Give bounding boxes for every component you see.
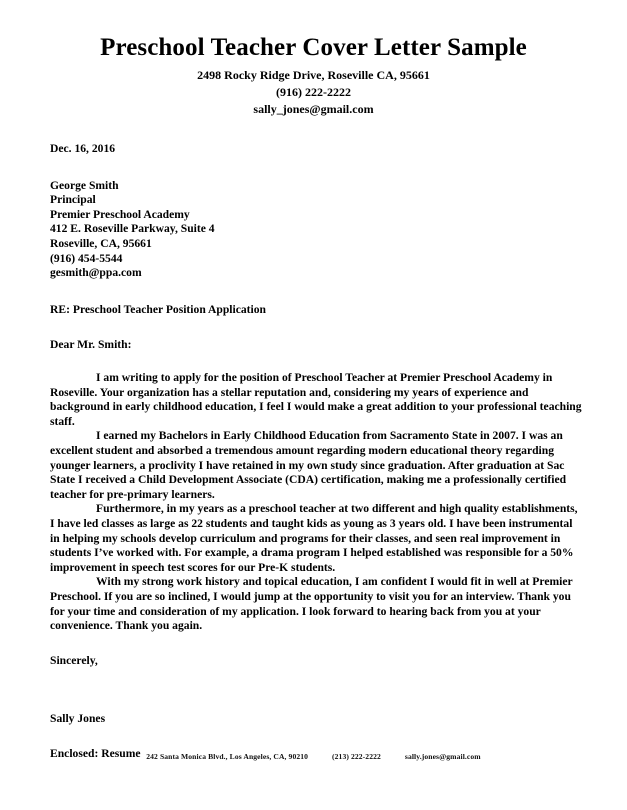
recipient-organization: Premier Preschool Academy xyxy=(50,207,190,221)
letter-date: Dec. 16, 2016 xyxy=(50,142,116,156)
closing: Sincerely, xyxy=(50,653,98,667)
signature-name: Sally Jones xyxy=(50,712,106,726)
body-paragraph: Furthermore, in my years as a preschool teacher at two different and high quality establishments, I have led classes as large as 22 students and taught kids as young as 3 years old. I have been instrumental in helping my schools develop curriculum and programs for their classes, and seen real improvement in students I’ve worked with. For example, a drama program I helped established was responsible for a 50% improvement in speech test scores for our Pre-K students. xyxy=(50,502,578,574)
subject-line: RE: Preschool Teacher Position Application xyxy=(50,302,267,316)
letterhead xyxy=(0,0,627,118)
page-footer xyxy=(0,752,627,761)
recipient-email: gesmith@ppa.com xyxy=(50,266,142,280)
letterhead-address: 2498 Rocky Ridge Drive, Roseville CA, 95661 xyxy=(197,68,430,82)
salutation: Dear Mr. Smith: xyxy=(50,338,132,352)
footer-email: sally.jones@gmail.com xyxy=(404,752,481,761)
body-paragraph: I earned my Bachelors in Early Childhood Education from Sacramento State in 2007. I was an excellent student and absorbed a tremendous amount regarding modern educational theory regarding younger learners, a proclivity I have retained in my own study since graduation. After graduation at Sac State I received a Child Development Associate (CDA) certification, making me a professionally certified teacher for pre-primary learners. xyxy=(50,429,567,501)
recipient-phone: (916) 454-5544 xyxy=(50,251,123,265)
letterhead-email: sally_jones@gmail.com xyxy=(253,102,374,117)
body-paragraph: With my strong work history and topical education, I am confident I would fit in well at Premier Preschool. If you are so inclined, I would jump at the opportunity to visit you for an interview. Thank you for your time and consideration of my application. I look forward to hearing back from you at your convenience. Thank you again. xyxy=(50,575,573,633)
page-title: Preschool Teacher Cover Letter Sample xyxy=(100,34,527,61)
body-paragraph: I am writing to apply for the position of Preschool Teacher at Premier Preschool Academy in Roseville. Your organization has a stellar reputation and, considering my years of experience and background in early childhood education, I feel I would make a great addition to your professional teaching staff. xyxy=(50,371,582,428)
recipient-title: Principal xyxy=(50,193,96,207)
recipient-street: 412 E. Roseville Parkway, Suite 4 xyxy=(50,222,215,236)
recipient-name: George Smith xyxy=(50,178,119,192)
letter-body xyxy=(0,142,627,761)
letterhead-phone: (916) 222-2222 xyxy=(276,85,351,100)
recipient-address-block xyxy=(50,179,583,281)
letter-date-block xyxy=(50,142,583,157)
footer-phone: (213) 222-2222 xyxy=(332,752,381,761)
enclosure-note: Enclosed: Resume xyxy=(50,746,141,760)
recipient-city-state-zip: Roseville, CA, 95661 xyxy=(50,237,152,251)
body-paragraphs xyxy=(50,371,583,634)
footer-address: 242 Santa Monica Blvd., Los Angeles, CA, 90210 xyxy=(146,752,309,761)
